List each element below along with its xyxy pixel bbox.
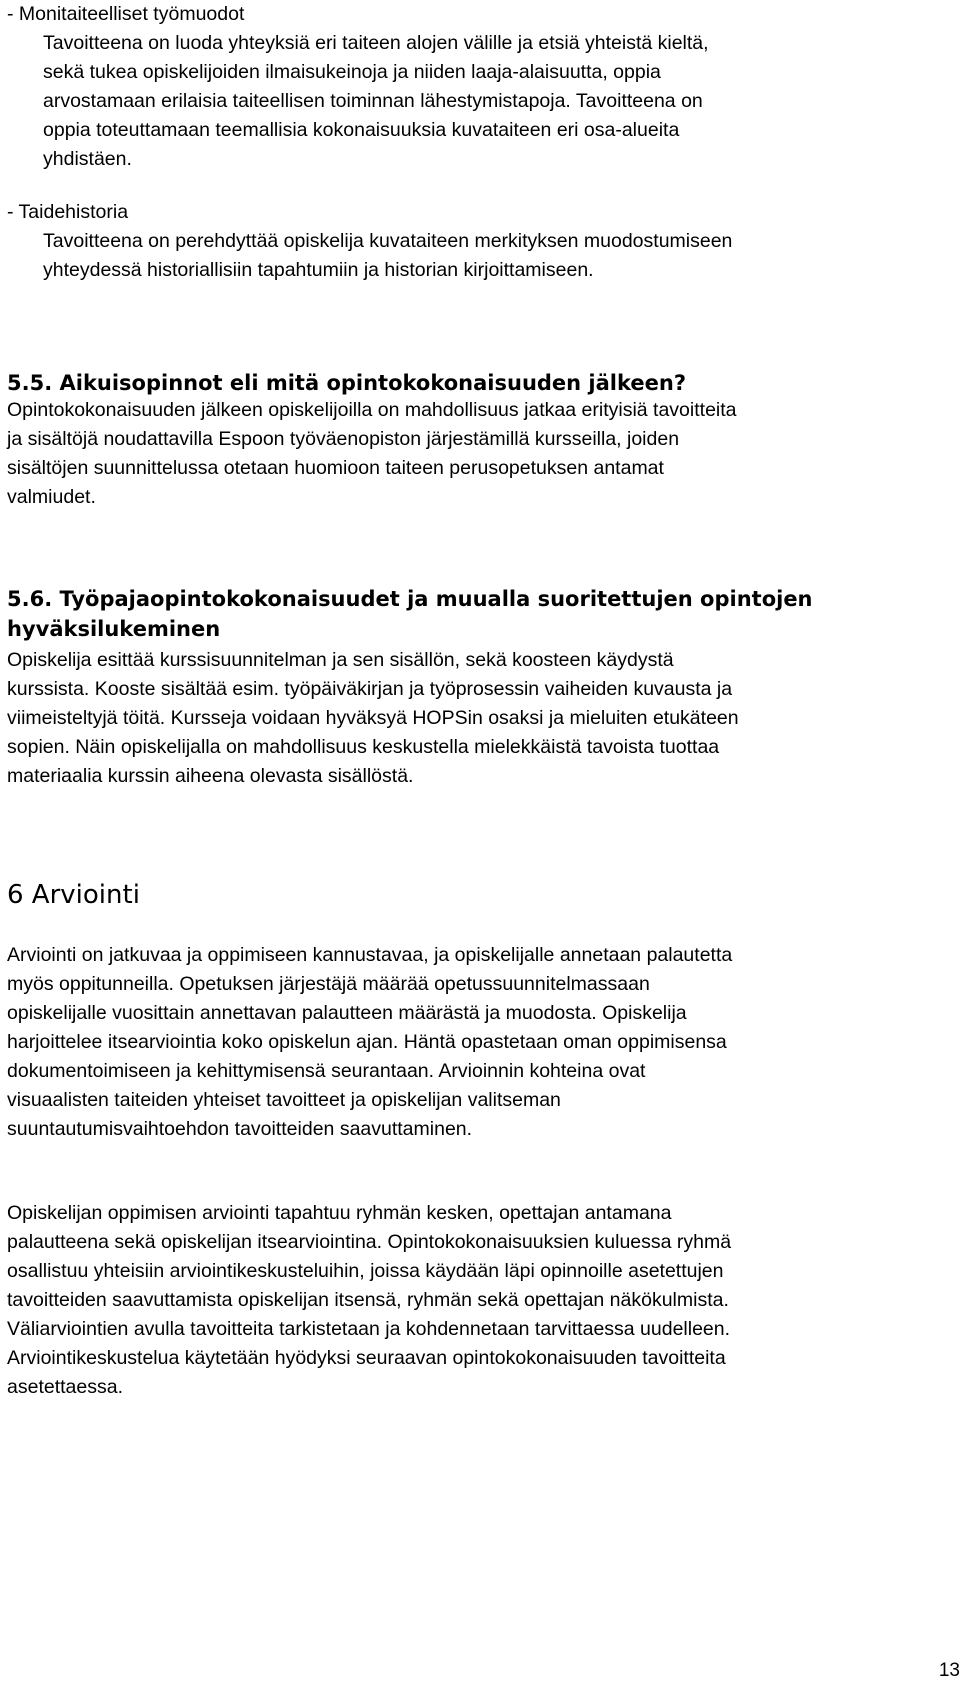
text-line: Tavoitteena on luoda yhteyksiä eri taiteen alojen välille ja etsiä yhteistä kieltä, [43,32,709,54]
text-line: visuaalisten taiteiden yhteiset tavoitteet ja opiskelijan valitseman [7,1089,561,1111]
text-line: opiskelijalle vuosittain annettavan palautteen määrästä ja muodosta. Opiskelija [7,1002,687,1024]
text-line: sisältöjen suunnittelussa otetaan huomioon taiteen perusopetuksen antamat [7,457,664,479]
text-line: Väliarviointien avulla tavoitteita tarkistetaan ja kohdennetaan tarvittaessa uudelleen. [7,1318,731,1340]
text-line: suuntautumisvaihtoehdon tavoitteiden saavuttaminen. [7,1118,473,1140]
item-monitaiteelliset [7,0,950,29]
section-5-6 [7,584,950,644]
text-line: palautteena sekä opiskelijan itsearviointina. Opintokokonaisuuksien kuluessa ryhmä [7,1231,732,1253]
text-line: kurssista. Kooste sisältää esim. työpäiväkirjan ja työprosessin vaiheiden kuvausta ja [7,678,733,700]
section-heading: hyväksilukeminen [7,617,221,641]
text-line: oppia toteuttamaan teemallisia kokonaisuuksia kuvataiteen eri osa-alueita [43,119,680,141]
text-line: Arviointi on jatkuvaa ja oppimiseen kannustavaa, ja opiskelijalle annetaan palautetta [7,944,733,966]
section-6 [7,878,950,912]
section-6-para-2 [7,1199,950,1402]
chapter-heading: 6 Arviointi [7,880,140,910]
text-line: yhdistäen. [43,148,132,170]
section-5-5-text [7,396,950,512]
text-line: myös oppitunneilla. Opetuksen järjestäjä määrää opetussuunnitelmassaan [7,973,650,995]
text-line: dokumentoimiseen ja kehittymisensä seurantaan. Arvioinnin kohteina ovat [7,1060,646,1082]
item-taidehistoria [7,198,950,227]
text-line: Arviointikeskustelua käytetään hyödyksi seuraavan opintokokonaisuuden tavoitteita [7,1347,726,1369]
text-line: viimeisteltyjä töitä. Kursseja voidaan hyväksyä HOPSin osaksi ja mieluiten etukäteen [7,707,739,729]
text-line: Tavoitteena on perehdyttää opiskelija kuvataiteen merkityksen muodostumiseen [43,230,733,252]
section-5-6-text [7,646,950,791]
item-label: - Monitaiteelliset työmuodot [7,3,245,25]
section-heading: 5.6. Työpajaopintokokonaisuudet ja muualla suoritettujen opintojen [7,587,813,611]
text-line: Opiskelijan oppimisen arviointi tapahtuu ryhmän kesken, opettajan antamana [7,1202,672,1224]
section-5-5 [7,368,950,398]
text-line: asetettaessa. [7,1376,123,1398]
text-line: sekä tukea opiskelijoiden ilmaisukeinoja ja niiden laaja-alaisuutta, oppia [43,61,661,83]
item-label: - Taidehistoria [7,201,129,223]
text-line: Opintokokonaisuuden jälkeen opiskelijoilla on mahdollisuus jatkaa erityisiä tavoitteita [7,399,737,421]
text-line: arvostamaan erilaisia taiteellisen toiminnan lähestymistapoja. Tavoitteena on [43,90,703,112]
item-taidehistoria-text [43,227,950,285]
page-number: 13 [938,1660,960,1681]
text-line: Opiskelija esittää kurssisuunnitelman ja sen sisällön, sekä koosteen käydystä [7,649,674,671]
text-line: materiaalia kurssin aiheena olevasta sisällöstä. [7,765,414,787]
text-line: valmiudet. [7,486,96,508]
text-line: harjoittelee itsearviointia koko opiskelun ajan. Häntä opastetaan oman oppimisensa [7,1031,727,1053]
item-monitaiteelliset-text [43,29,950,174]
section-6-para-1 [7,941,950,1144]
text-line: osallistuu yhteisiin arviointikeskusteluihin, joissa käydään läpi opinnoille asetettujen [7,1260,724,1282]
text-line: sopien. Näin opiskelijalla on mahdollisuus keskustella mielekkäistä tavoista tuottaa [7,736,720,758]
text-line: ja sisältöjä noudattavilla Espoon työväenopiston järjestämillä kursseilla, joiden [7,428,680,450]
section-heading: 5.5. Aikuisopinnot eli mitä opintokokonaisuuden jälkeen? [7,371,687,395]
text-line: yhteydessä historiallisiin tapahtumiin ja historian kirjoittamiseen. [43,259,594,281]
text-line: tavoitteiden saavuttamista opiskelijan itsensä, ryhmän sekä opettajan näkökulmista. [7,1289,729,1311]
